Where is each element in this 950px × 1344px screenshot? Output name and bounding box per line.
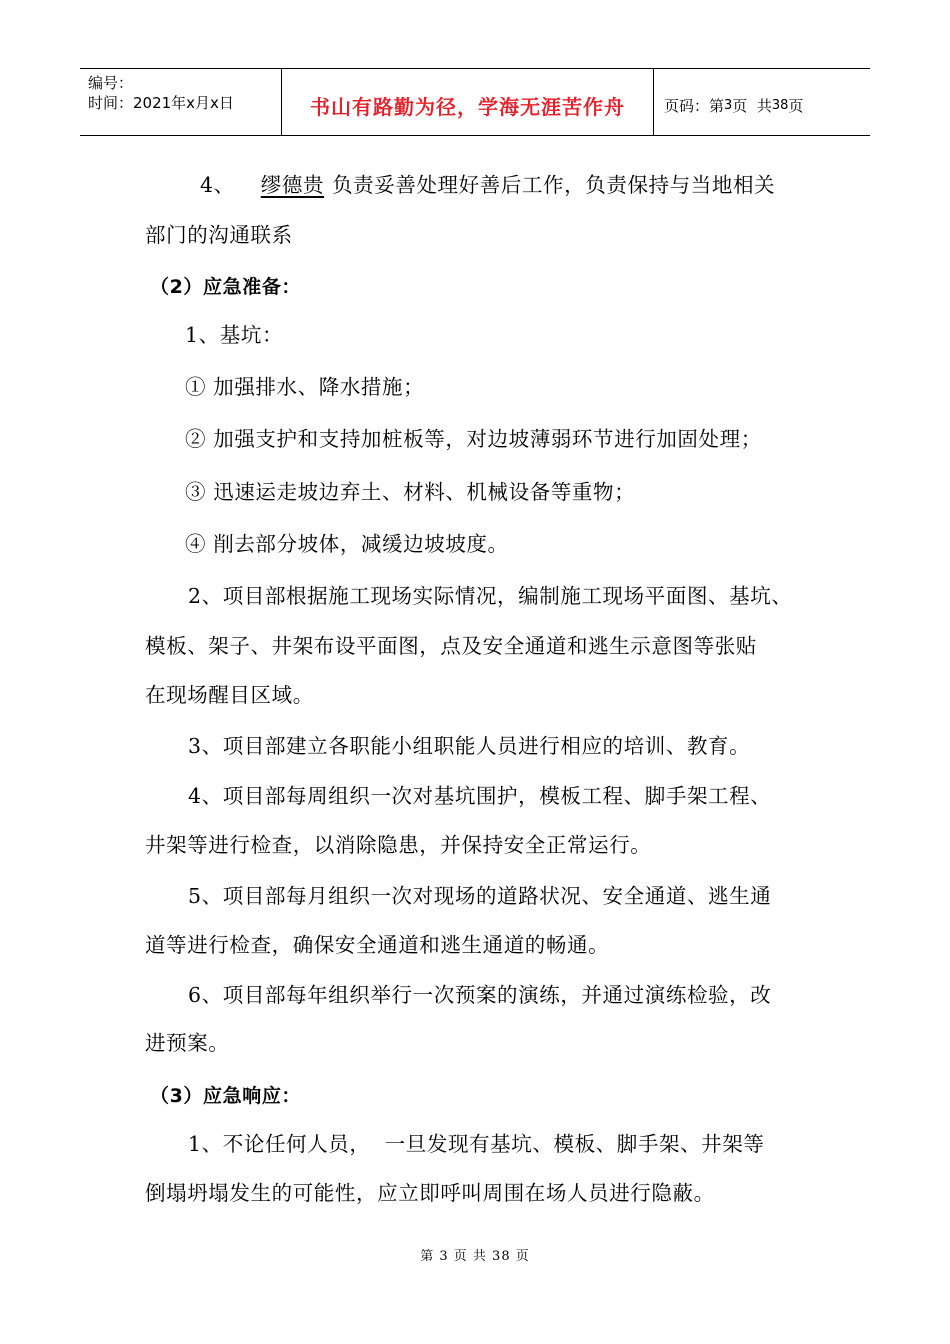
list-item: ④ 削去部分坡体，减缓边坡坡度。 xyxy=(185,532,509,556)
section-heading: （2）应急准备： xyxy=(150,276,302,298)
paragraph-line: 1、不论任何人员， 一旦发现有基坑、模板、脚手架、井架等 xyxy=(188,1132,765,1156)
paragraph-line: 2、项目部根据施工现场实际情况，编制施工现场平面图、基坑、 xyxy=(188,584,793,608)
paragraph-line: 6、项目部每年组织举行一次预案的演练，并通过演练检验，改 xyxy=(188,983,772,1007)
page-total: 38 xyxy=(771,97,789,113)
page-prefix: 页码：第 xyxy=(664,96,725,115)
header-meta-cell xyxy=(80,69,282,135)
paragraph-line: 进预案。 xyxy=(145,1031,230,1055)
paragraph-line: 3、项目部建立各职能小组职能人员进行相应的培训、教育。 xyxy=(188,734,751,758)
paragraph-line: 1、基坑： xyxy=(185,323,284,347)
section-heading: （3）应急响应： xyxy=(150,1085,302,1107)
paragraph-line: 井架等进行检查，以消除隐患，并保持安全正常运行。 xyxy=(145,833,652,857)
page-suffix: 页 xyxy=(788,96,804,115)
paragraph-line: 倒塌坍塌发生的可能性，应立即呼叫周围在场人员进行隐蔽。 xyxy=(145,1181,715,1205)
person-name: 缪德贵 xyxy=(260,173,325,197)
paragraph-line xyxy=(200,170,775,200)
paragraph-line: 5、项目部每月组织一次对现场的道路状况、安全通道、逃生通 xyxy=(188,884,772,908)
paragraph-line: 模板、架子、井架布设平面图，点及安全通道和逃生示意图等张贴 xyxy=(145,634,757,658)
page-mid: 页 共 xyxy=(732,96,772,115)
item-number: 4、 xyxy=(200,173,235,197)
header-motto: 书山有路勤为径，学海无涯苦作舟 xyxy=(282,69,654,135)
item-text: 负责妥善处理好善后工作，负责保持与当地相关 xyxy=(332,173,776,197)
list-item: ② 加强支护和支持加桩板等，对边坡薄弱环节进行加固处理； xyxy=(185,427,762,451)
header-page-info xyxy=(654,69,870,135)
paragraph-line: 道等进行检查，确保安全通道和逃生通道的畅通。 xyxy=(145,933,610,957)
page-header xyxy=(80,68,870,136)
list-item: ③ 迅速运走坡边弃土、材料、机械设备等重物； xyxy=(185,480,636,504)
document-number-label: 编号： xyxy=(88,74,134,92)
document-time-label: 时间：2021年x月x日 xyxy=(88,94,234,112)
page-current: 3 xyxy=(724,97,733,113)
list-item: ① 加强排水、降水措施； xyxy=(185,375,425,399)
page-footer: 第 3 页 共 38 页 xyxy=(420,1249,530,1264)
paragraph-line: 4、项目部每周组织一次对基坑围护，模板工程、脚手架工程、 xyxy=(188,784,772,808)
paragraph-line: 部门的沟通联系 xyxy=(145,223,293,247)
paragraph-line: 在现场醒目区域。 xyxy=(145,683,314,707)
